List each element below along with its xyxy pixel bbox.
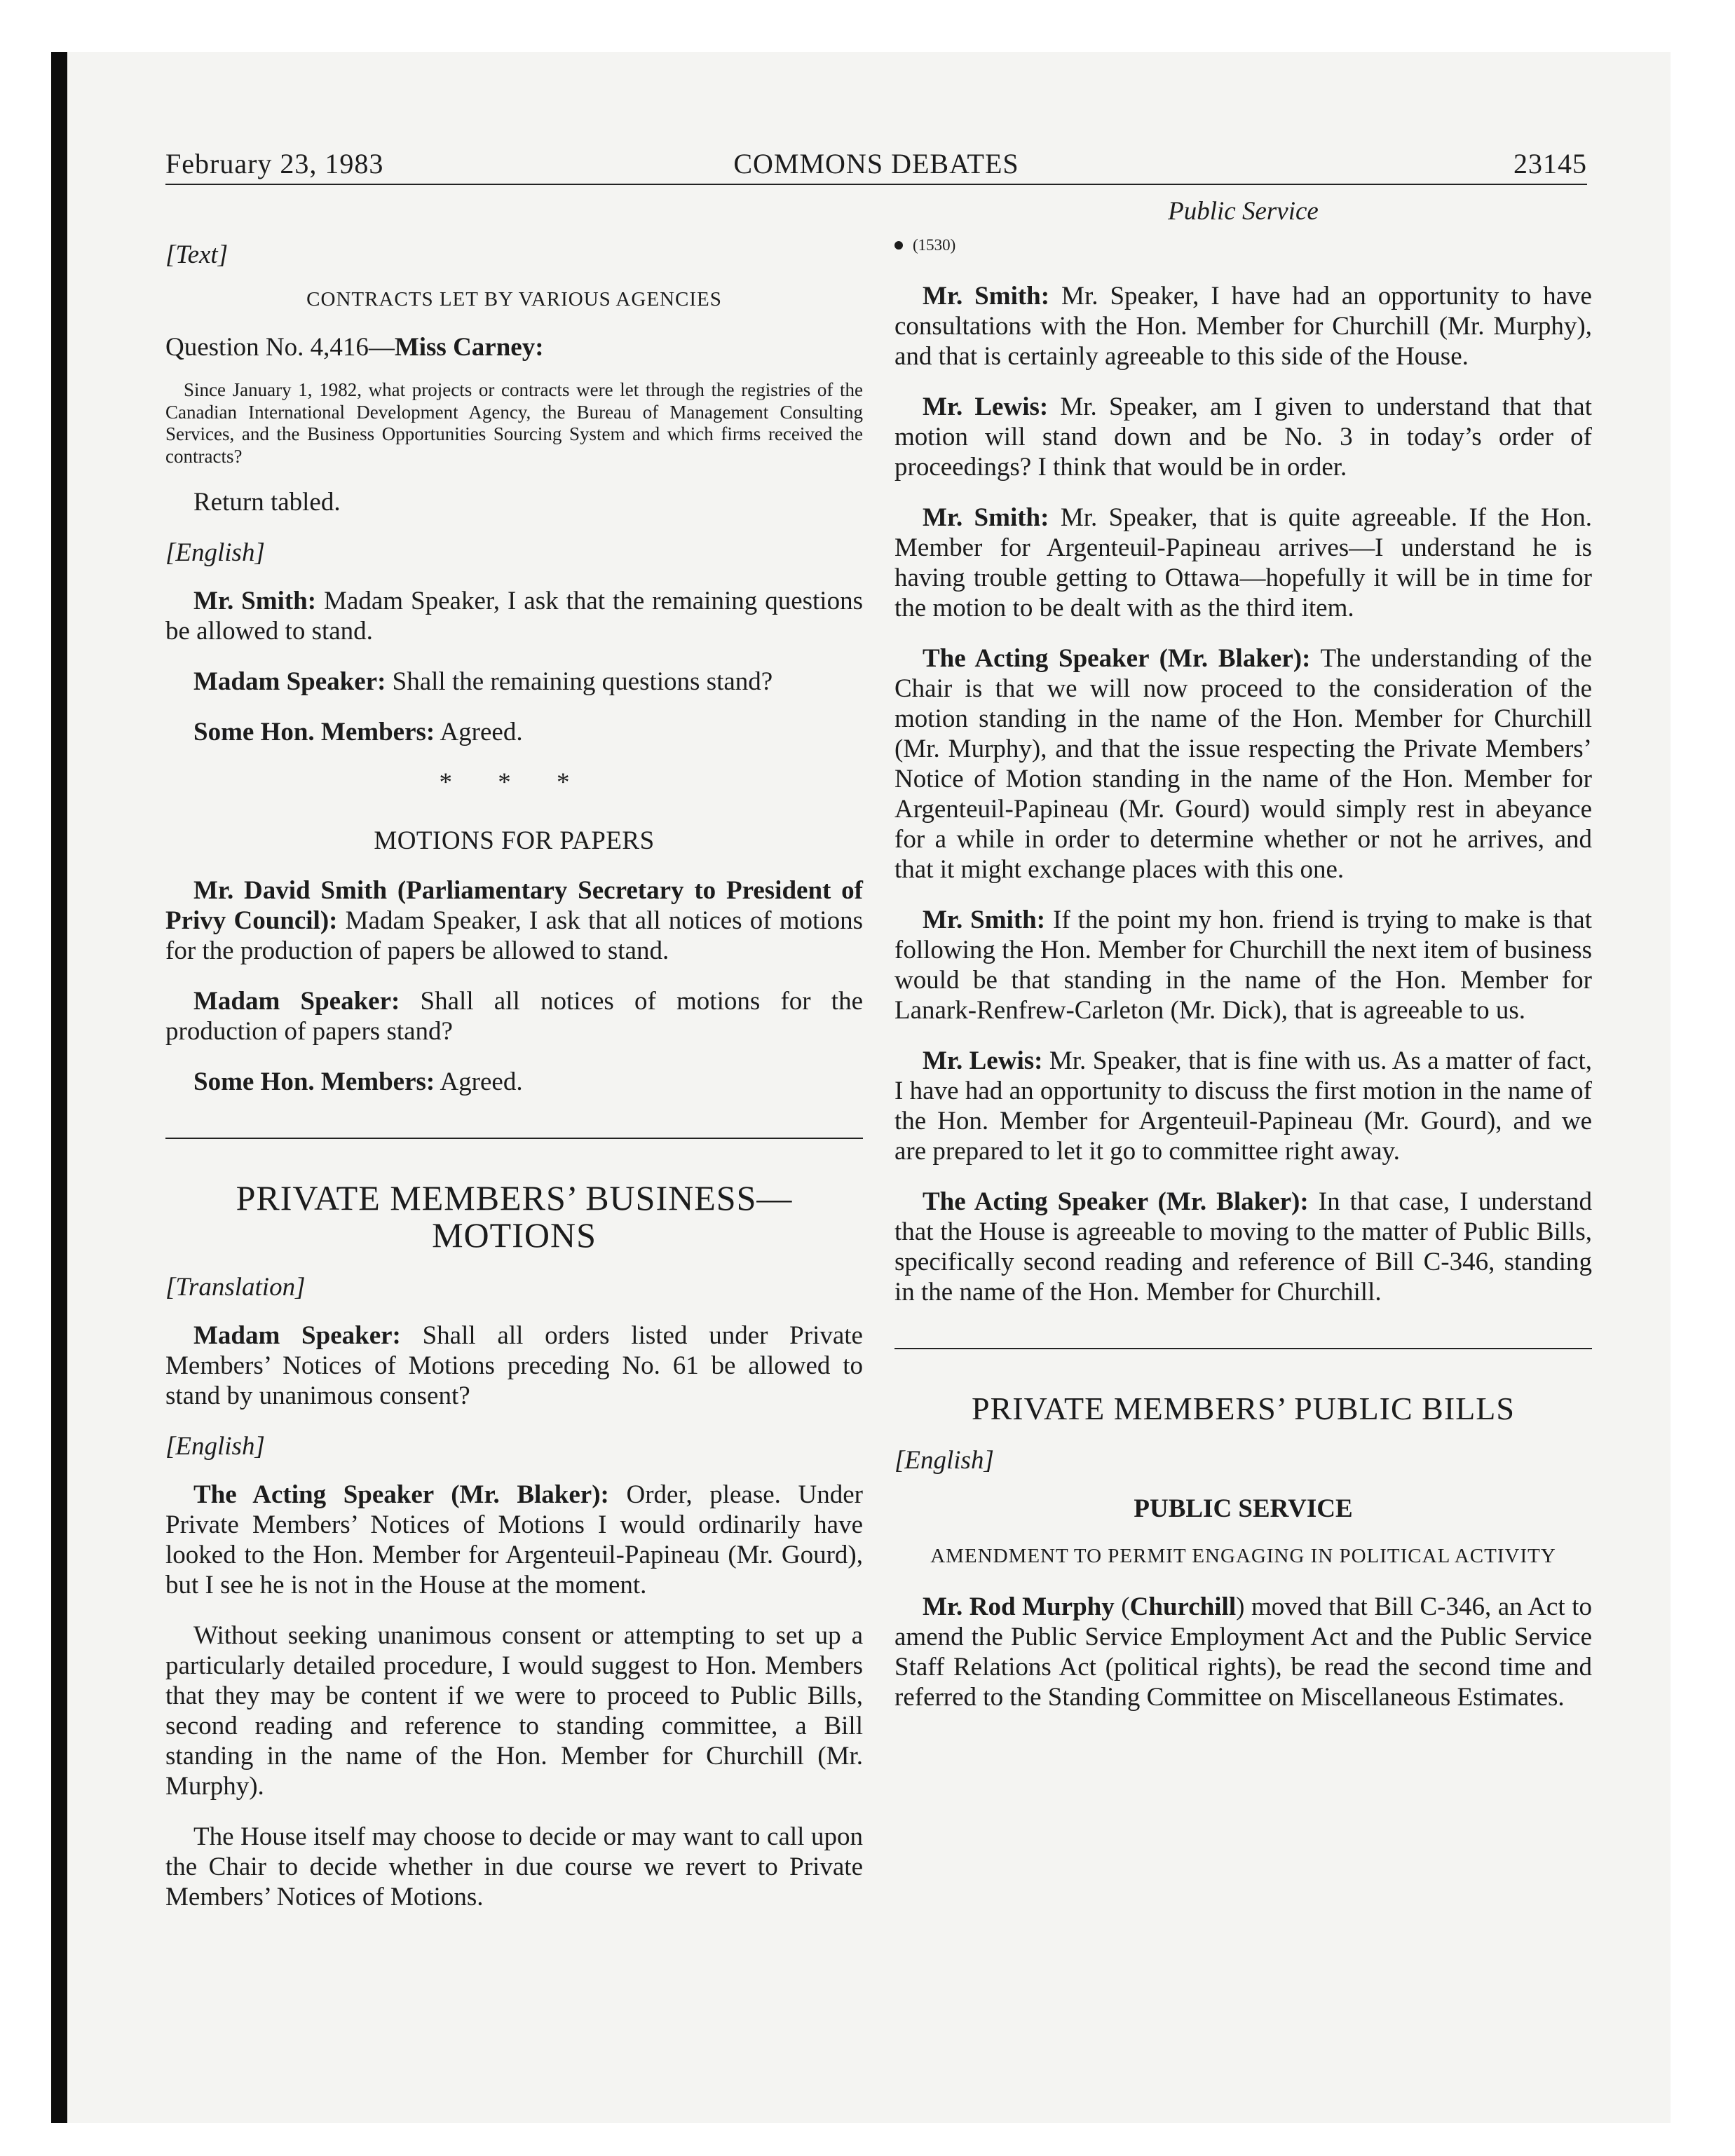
speaker-name: Mr. Smith: — [923, 282, 1050, 311]
bill-heading: PUBLIC SERVICE — [1134, 1494, 1353, 1523]
motions-heading: MOTIONS FOR PAPERS — [374, 826, 655, 855]
speech-text: Shall all orders listed under Private Members’ Notices of Motions preceding No. 61 be allowed to stand by unanimous consent? — [165, 1321, 863, 1410]
section-rule — [894, 1348, 1592, 1349]
speaker-name: Madam Speaker: — [193, 667, 386, 696]
speech-text: Agreed. — [435, 1067, 523, 1096]
right-column — [894, 196, 1592, 1733]
pmb-heading — [165, 1180, 863, 1254]
binding-edge — [51, 52, 67, 2123]
time-marker-text: (1530) — [913, 236, 956, 254]
tag-text: [Text] — [165, 240, 229, 269]
speech-text: Mr. Speaker, that is quite agreeable. If the Hon. Member for Argenteuil-Papineau arrives—I understand he is having trouble getting to Ottawa—hopefully it will be in time for the motion to be dealt with as the third item. — [894, 503, 1592, 622]
speech-text: Agreed. — [435, 718, 523, 746]
speech-paragraph — [165, 586, 863, 646]
speaker-name: Mr. David Smith (Parliamentary Secretary to President of Privy Council): — [165, 876, 863, 935]
section-rule — [165, 1138, 863, 1139]
speaker-name: Mr. Smith: — [193, 587, 317, 615]
speech-paragraph — [894, 1592, 1592, 1712]
speech-text: If the point my hon. friend is trying to make is that following the Hon. Member for Churchill the next item of business would be that standing in the name of the Hon. Member for Lanark-Renfrew-Carleton (Mr. Dick), that is agreeable to us. — [894, 906, 1592, 1025]
riding-name: Churchill — [1129, 1592, 1237, 1621]
speaker-name: Madam Speaker: — [193, 987, 400, 1016]
speech-paragraph — [894, 1046, 1592, 1166]
time-marker — [894, 236, 1592, 254]
speech-paragraph — [165, 986, 863, 1046]
speech-text: Shall the remaining questions stand? — [386, 667, 773, 696]
header-publication: COMMONS DEBATES — [733, 148, 1019, 179]
speech-text: Madam Speaker, I ask that the remaining questions be allowed to stand. — [165, 587, 863, 646]
speech-paragraph — [894, 643, 1592, 885]
speaker-name: The Acting Speaker (Mr. Blaker): — [923, 644, 1311, 673]
tag-english-1: [English] — [165, 538, 265, 567]
speech-paragraph — [165, 875, 863, 966]
speech-text: Mr. Speaker, am I given to understand that that motion will stand down and be No. 3 in today’s order of proceedings? I think that would be in order. — [894, 393, 1592, 482]
question-prefix: Question No. 4,416— — [165, 333, 395, 362]
speech-paragraph — [894, 1187, 1592, 1307]
speech-paragraph — [165, 1480, 863, 1600]
left-column — [165, 196, 863, 1932]
tag-english-2: [English] — [165, 1432, 265, 1461]
header-rule — [165, 184, 1587, 185]
body-paragraph: The House itself may choose to decide or may want to call upon the Chair to decide whether in due course we revert to Private Members’ Notices of Motions. — [165, 1822, 863, 1911]
question-asker: Miss Carney: — [394, 333, 544, 362]
speaker-name: Mr. Smith: — [923, 906, 1046, 934]
speaker-name: Some Hon. Members: — [193, 1067, 435, 1096]
speech-paragraph — [894, 392, 1592, 482]
speech-text: Madam Speaker, I ask that all notices of motions for the production of papers be allowed to stand. — [165, 906, 863, 965]
speech-paragraph — [894, 281, 1592, 371]
tag-translation: [Translation] — [165, 1273, 306, 1302]
speech-text: The understanding of the Chair is that we will now proceed to the consideration of the motion standing in the name of the Hon. Member for Churchill (Mr. Murphy), and that the issue respecting the Private Members’ Notice of Motion standing in the name of the Hon. Member for Argenteuil-Papineau (Mr. Gourd) would simply rest in abeyance for a while in order to determine whether or not he arrives, and that it might exchange places with this one. — [894, 644, 1592, 884]
pmb-heading-line2: MOTIONS — [432, 1215, 597, 1255]
section-stars: * * * — [439, 768, 590, 797]
speaker-name: The Acting Speaker (Mr. Blaker): — [923, 1187, 1309, 1216]
speech-paragraph — [894, 905, 1592, 1025]
speaker-name: Mr. Lewis: — [923, 1046, 1043, 1075]
speech-paragraph — [165, 667, 863, 697]
speaker-name: Madam Speaker: — [193, 1321, 401, 1350]
speaker-name: Mr. Smith: — [923, 503, 1049, 532]
speech-paragraph — [165, 1067, 863, 1097]
speech-paragraph — [165, 717, 863, 747]
question-line — [165, 332, 863, 362]
bill-subheading: AMENDMENT TO PERMIT ENGAGING IN POLITICAL ACTIVITY — [930, 1545, 1556, 1567]
speech-text: Shall all notices of motions for the production of papers stand? — [165, 987, 863, 1046]
header-page-number: 23145 — [1513, 148, 1587, 179]
speaker-name: Some Hon. Members: — [193, 718, 435, 746]
speaker-name: The Acting Speaker (Mr. Blaker): — [193, 1480, 609, 1509]
contracts-heading: CONTRACTS LET BY VARIOUS AGENCIES — [306, 288, 722, 311]
speech-text: In that case, I understand that the House is agreeable to moving to the matter of Public Bills, specifically second reading and reference of Bill C-346, standing in the name of the Hon. Member for Churchill. — [894, 1187, 1592, 1306]
bullet-icon — [894, 241, 903, 250]
speaker-name: Mr. Lewis: — [923, 393, 1049, 421]
pmb-heading-line1: PRIVATE MEMBERS’ BUSINESS— — [236, 1178, 793, 1217]
speech-paragraph — [165, 1321, 863, 1411]
header-date: February 23, 1983 — [165, 148, 384, 179]
speech-text: Mr. Speaker, I have had an opportunity to have consultations with the Hon. Member for Churchill (Mr. Murphy), and that is certainly agreeable to this side of the House. — [894, 282, 1592, 371]
body-paragraph: Without seeking unanimous consent or attempting to set up a particularly detailed procedure, I would suggest to Hon. Members that they may be content if we were to proceed to Public Bills, second reading and reference to standing committee, a Bill standing in the name of the Hon. Member for Churchill (Mr. Murphy). — [165, 1621, 863, 1801]
question-body: Since January 1, 1982, what projects or contracts were let through the registries of the Canadian International Development Agency, the Bureau of Management Consulting Services, and the Business Opportunities Sourcing System and which firms received the contracts? — [165, 379, 863, 467]
speech-text: Order, please. Under Private Members’ Notices of Motions I would ordinarily have looked to the Hon. Member for Argenteuil-Papineau (Mr. Gourd), but I see he is not in the House at the moment. — [165, 1480, 863, 1599]
running-title: Public Service — [1168, 197, 1319, 226]
page-header — [165, 147, 1587, 186]
speech-paragraph — [894, 503, 1592, 623]
speaker-name: Mr. Rod Murphy — [923, 1592, 1115, 1621]
pmpb-heading: PRIVATE MEMBERS’ PUBLIC BILLS — [972, 1391, 1515, 1426]
speech-text: ( — [1114, 1592, 1130, 1621]
speech-text: ) moved that Bill C-346, an Act to amend the Public Service Employment Act and the Public Service Staff Relations Act (political rights), be read the second time and referred to the Standing Committee on Miscellaneous Estimates. — [894, 1592, 1593, 1712]
speech-text: Mr. Speaker, that is fine with us. As a matter of fact, I have had an opportunity to discuss the first motion in the name of the Hon. Member for Argenteuil-Papineau (Mr. Gourd), and we are prepared to let it go to committee right away. — [894, 1046, 1592, 1166]
tag-english: [English] — [894, 1446, 994, 1475]
return-tabled: Return tabled. — [193, 488, 341, 517]
